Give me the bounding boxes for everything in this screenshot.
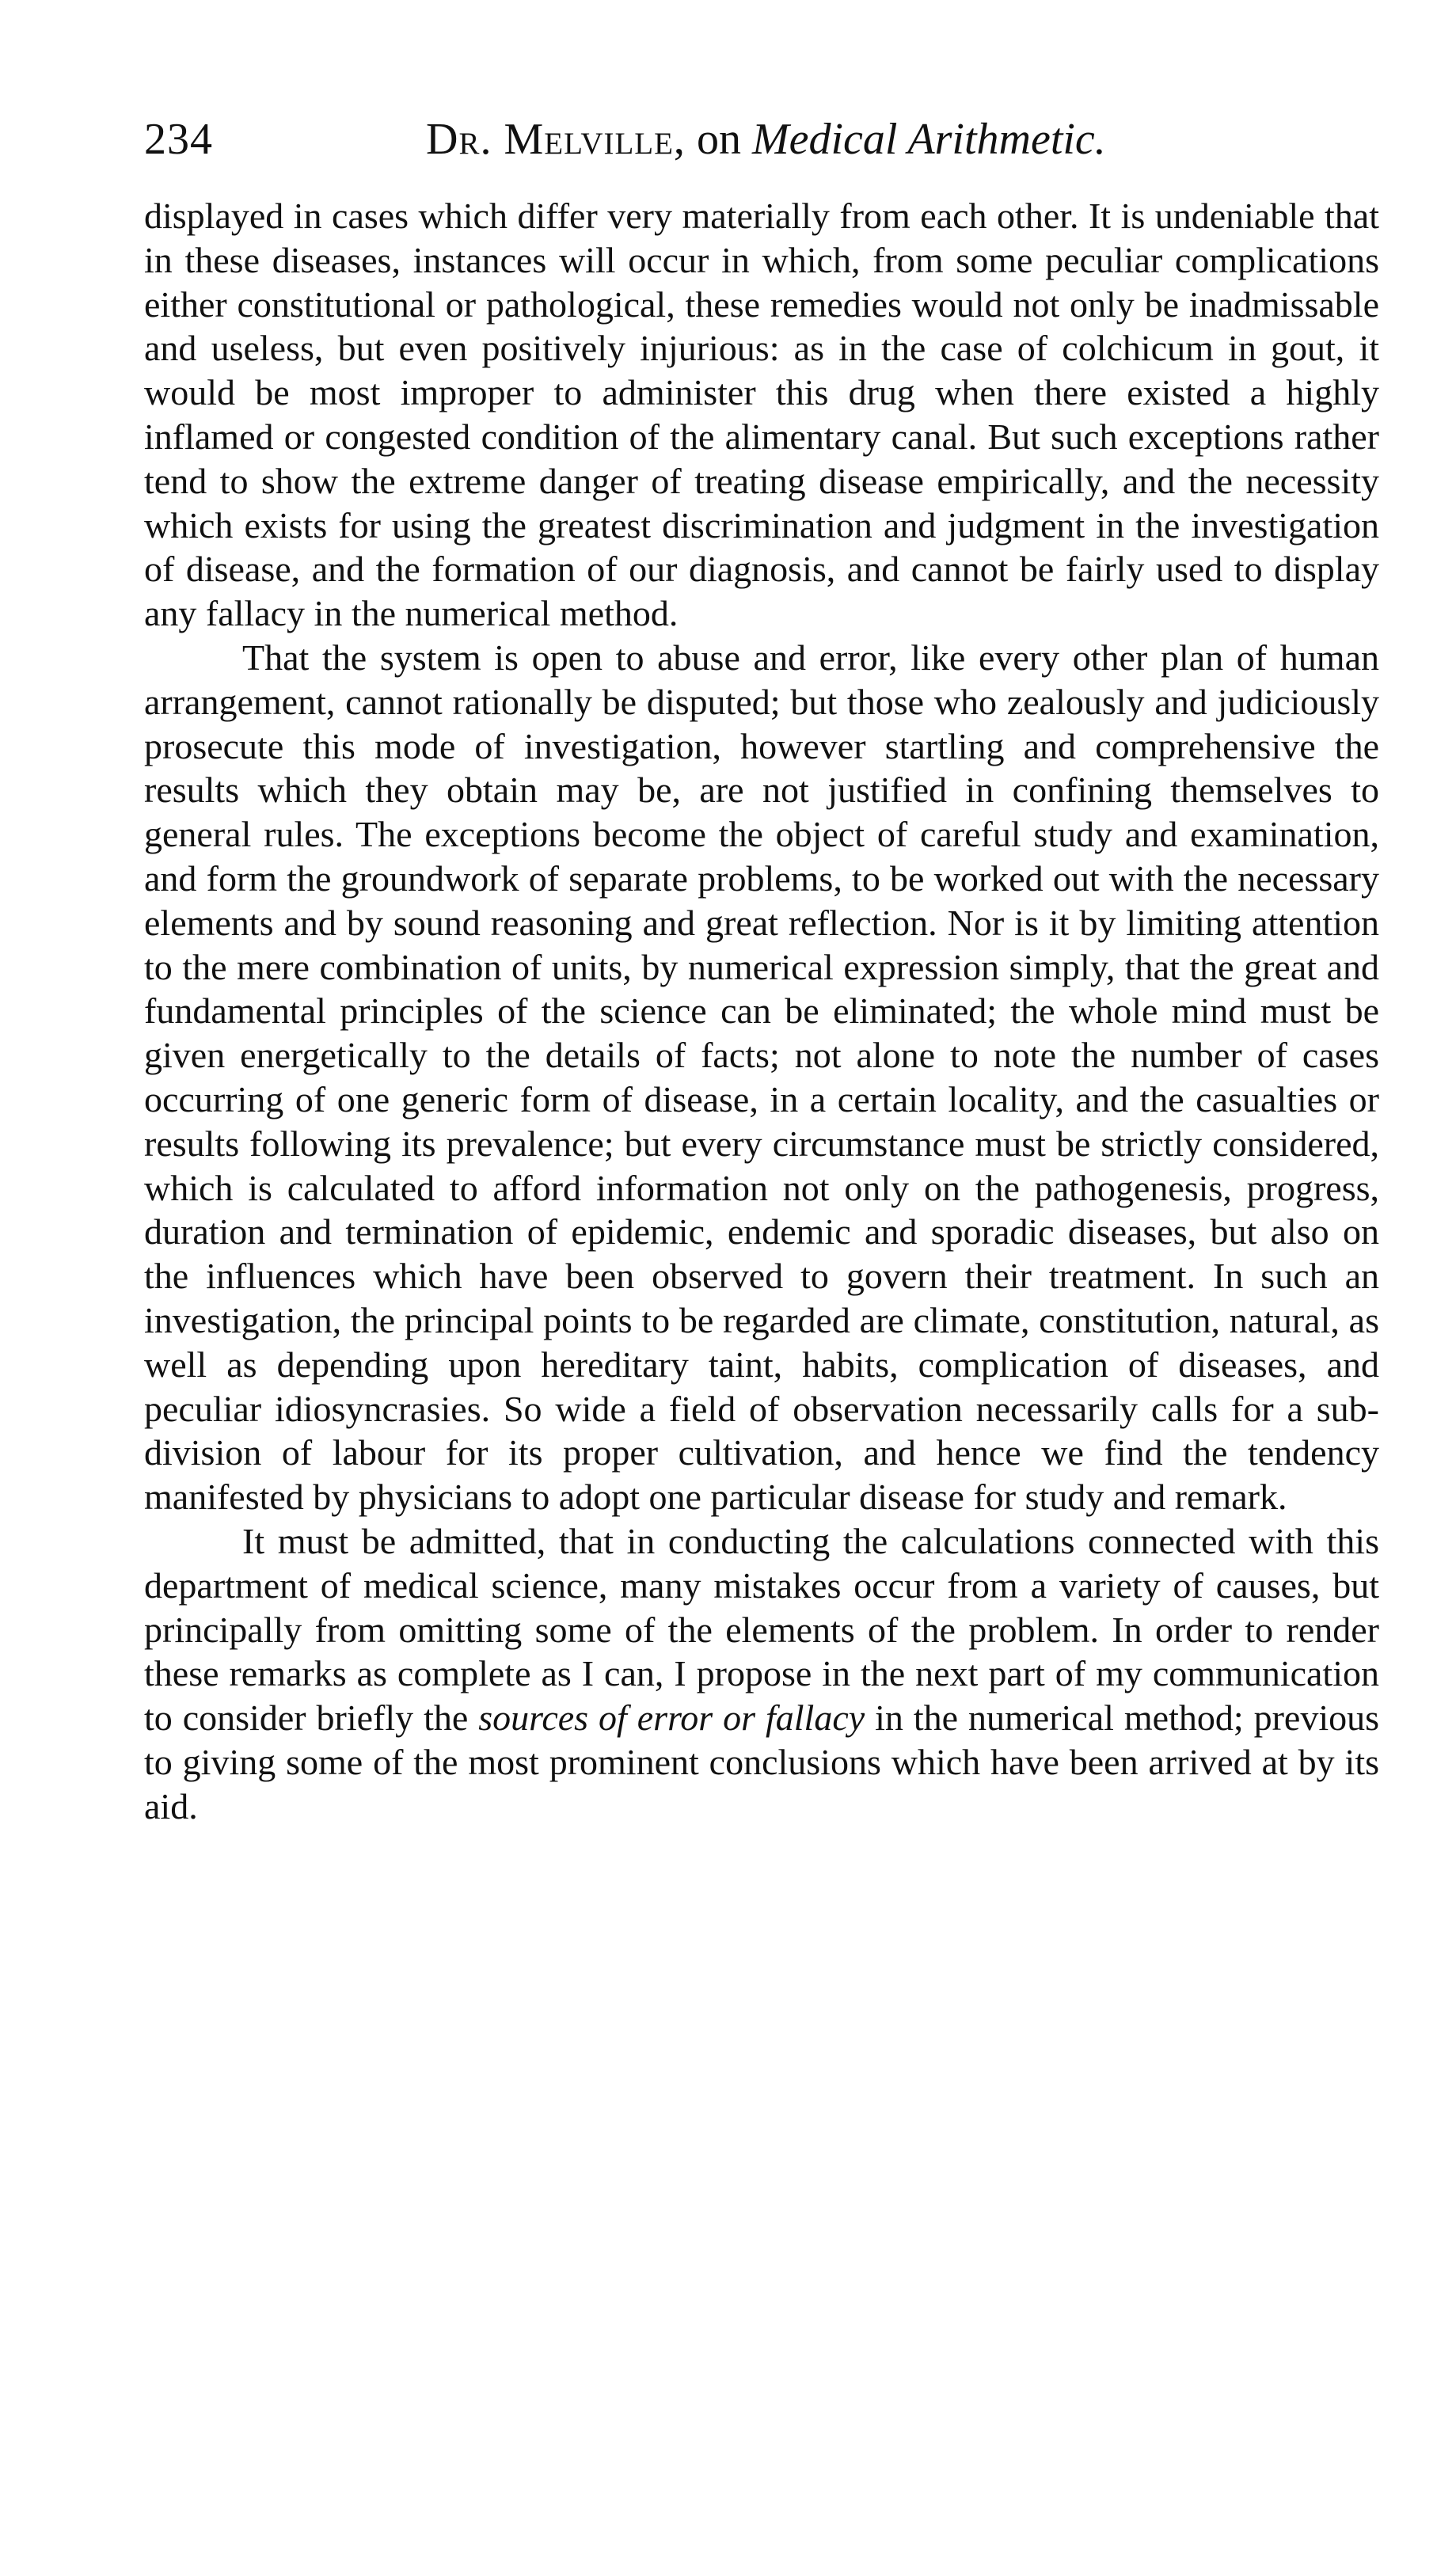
running-title-subject: Medical Arithmetic. xyxy=(751,115,1106,164)
running-title xyxy=(426,117,1106,162)
paragraph-system-abuse: That the system is open to abuse and error, like every other plan of human arrangement, cannot rationally be disputed; but those who zealously and judiciously prosecute this mode of investigation, however startling and comprehensive the results which they obtain may be, are not justified in confining themselves to general rules. The exceptions become the object of careful study and examination, and form the groundwork of separate problems, to be worked out with the necessary elements and by sound reasoning and great reflection. Nor is it by limiting attention to the mere combination of units, by numerical expression simply, that the great and fundamental principles of the science can be eliminated; the whole mind must be given energetically to the details of facts; not alone to note the number of cases occurring of one generic form of disease, in a certain locality, and the casualties or results following its prevalence; but every circumstance must be strictly considered, which is calculated to afford information not only on the pathogenesis, progress, duration and termination of epidemic, endemic and sporadic diseases, but also on the influences which have been observed to govern their treatment. In such an investigation, the principal points to be regarded are climate, constitution, natural, as well as depending upon hereditary taint, habits, complication of diseases, and peculiar idiosyncrasies. So wide a field of observation necessarily calls for a sub-division of labour for its proper cultivation, and hence we find the tendency manifested by physicians to adopt one particular disease for study and remark. xyxy=(144,637,1379,1518)
paragraph-text-before-emphasis: It must be admitted, that in conducting the calculations connected with this department of medical science, many mistakes occur from a variety of causes, but principally from omitting some of the elements of the problem. In order to render these remarks as complete as I can, I propose in the next part of my communication to consider briefly the xyxy=(144,1520,1379,1739)
running-title-author: Dr. Melville, xyxy=(426,115,686,164)
running-title-connector: on xyxy=(696,115,741,164)
paragraph-text-after-emphasis: in the numerical method; previous to giving some of the most prominent conclusions which have been arrived at by its aid. xyxy=(144,1697,1379,1826)
italic-phrase: sources of error or fallacy xyxy=(478,1697,865,1739)
article-text xyxy=(144,194,1379,1828)
paragraph-continuation: displayed in cases which differ very materially from each other. It is undeniable that in these diseases, instances will occur in which, from some peculiar complications either constitutional or pathological, these remedies would not only be inadmissable and useless, but even positively injurious: as in the case of colchicum in gout, it would be most improper to administer this drug when there existed a highly inflamed or congested condition of the alimentary canal. But such exceptions rather tend to show the extreme danger of treating disease empirically, and the necessity which exists for using the greatest discrimination and judgment in the investigation of disease, and the formation of our diagnosis, and cannot be fairly used to display any fallacy in the numerical method. xyxy=(144,196,1379,634)
page-number: 234 xyxy=(144,115,213,164)
page-header xyxy=(144,117,1443,188)
paragraph-calculation-mistakes xyxy=(144,1519,1379,1829)
